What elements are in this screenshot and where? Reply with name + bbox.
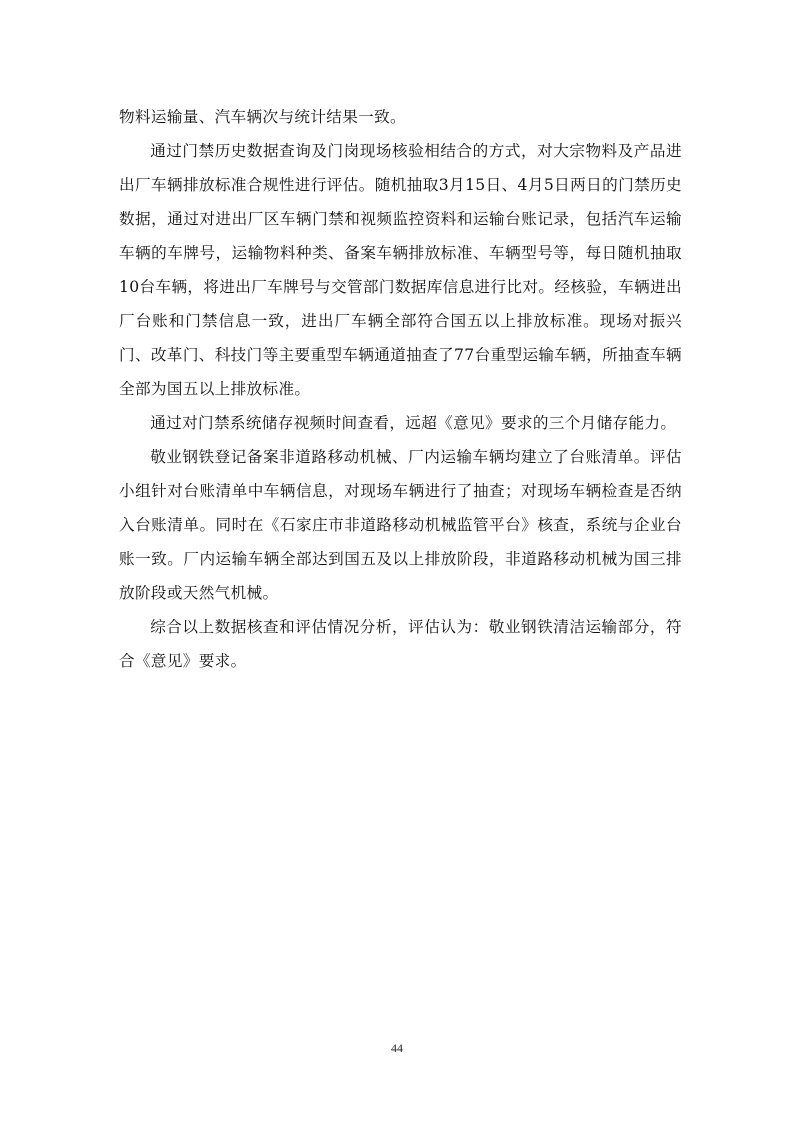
- paragraph-machinery-ledger: 敬业钢铁登记备案非道路移动机械、厂内运输车辆均建立了台账清单。评估小组针对台账清单中车辆信息，对现场车辆进行了抽查；对现场车辆检查是否纳入台账清单。同时在《石家庄市非道路移动机械监管平台》核查，系统与企业台账一致。厂内运输车辆全部达到国五及以上排放阶段，非道路移动机械为国三排放阶段或天然气机械。: [119, 448, 682, 602]
- page-number: 44: [391, 1041, 403, 1055]
- paragraph-gate-history-check: 通过门禁历史数据查询及门岗现场核验相结合的方式，对大宗物料及产品进出厂车辆排放标准合规性进行评估。随机抽取3月15日、4月5日两日的门禁历史数据，通过对进出厂区车辆门禁和视频监控资料和运输台账记录，包括汽车运输车辆的车牌号，运输物料种类、备案车辆排放标准、车辆型号等，每日随机抽取10台车辆，将进出厂车牌号与交管部门数据库信息进行比对。经核验，车辆进出厂台账和门禁信息一致，进出厂车辆全部符合国五以上排放标准。现场对振兴门、改革门、科技门等主要重型车辆通道抽查了77台重型运输车辆，所抽查车辆全部为国五以上排放标准。: [119, 142, 682, 398]
- paragraph-conclusion: 综合以上数据核查和评估情况分析，评估认为：敬业钢铁清洁运输部分，符合《意见》要求。: [119, 618, 682, 670]
- paragraph-video-storage: 通过对门禁系统储存视频时间查看，远超《意见》要求的三个月储存能力。: [150, 414, 677, 432]
- body-text: [119, 100, 682, 678]
- paragraph-continuation: 物料运输量、汽车辆次与统计结果一致。: [119, 108, 406, 126]
